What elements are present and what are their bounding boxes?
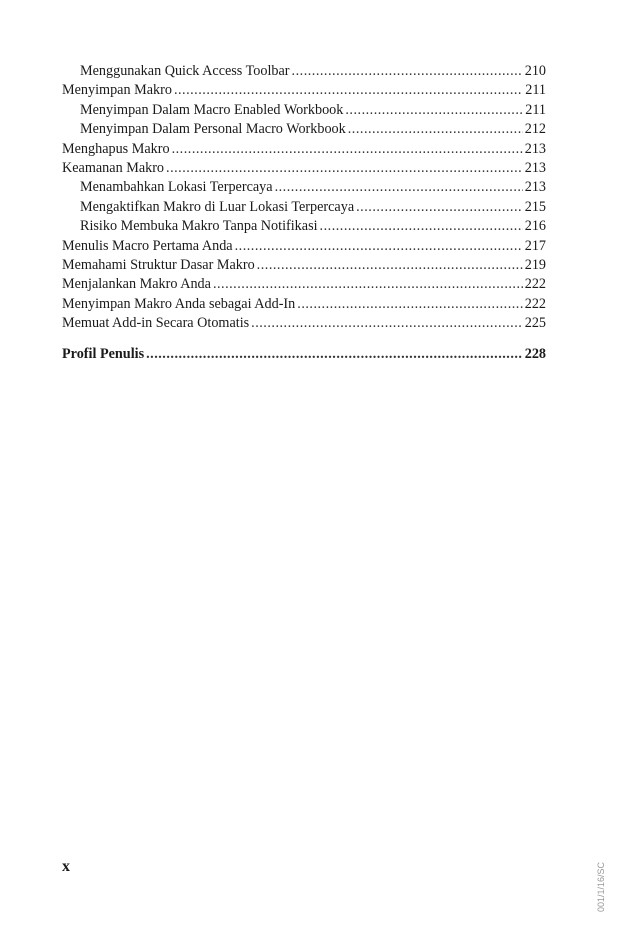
toc-leader-dots [348,120,523,139]
toc-entry [62,178,546,197]
toc-entry [62,140,546,159]
toc-entry-page: 213 [524,179,546,196]
toc-leader-dots [235,237,523,256]
toc-leader-dots [146,345,523,364]
toc-entry-page: 222 [524,276,546,293]
toc-entry-title: Menyimpan Makro [62,82,172,99]
toc-leader-dots [297,295,522,314]
toc-entry-title: Menghapus Makro [62,140,170,157]
toc-entry [62,217,546,236]
side-code: 001/1/16/SC [596,861,606,912]
toc-leader-dots [292,62,523,81]
toc-leader-dots [166,159,523,178]
toc-entry-title: Menyimpan Dalam Personal Macro Workbook [80,121,346,138]
toc-entry-title: Menambahkan Lokasi Terpercaya [80,179,273,196]
toc-entry-title: Menyimpan Makro Anda sebagai Add-In [62,295,296,312]
toc-entry-page: 216 [524,218,546,235]
toc-entry-title: Memuat Add-in Secara Otomatis [62,315,250,332]
toc-entry-page: 212 [524,121,546,138]
toc-entry [62,120,546,139]
toc-entry-page: 217 [524,237,546,254]
toc-entry [62,62,546,81]
toc-entry [62,256,546,275]
toc-entry-title: Risiko Membuka Makro Tanpa Notifikasi [80,218,318,235]
toc-entry [62,237,546,256]
toc-entry [62,198,546,217]
toc-entry-title: Keamanan Makro [62,159,165,176]
toc-leader-dots [320,217,523,236]
toc-entry-page: 215 [524,198,546,215]
toc-entry-page: 213 [524,159,546,176]
toc-leader-dots [356,198,523,217]
toc-leader-dots [257,256,523,275]
toc-leader-dots [345,101,523,120]
toc-leader-dots [172,140,523,159]
toc-entry-page: 211 [525,101,546,118]
toc-leader-dots [275,178,523,197]
toc-entry-title: Memahami Struktur Dasar Makro [62,256,255,273]
toc-entry [62,101,546,120]
page-number: x [62,858,70,875]
toc-entry-title: Menulis Macro Pertama Anda [62,237,233,254]
toc-entry-title: Mengaktifkan Makro di Luar Lokasi Terpercaya [80,198,355,215]
toc-entry [62,345,546,364]
toc-entry [62,314,546,333]
toc-entry-title: Menyimpan Dalam Macro Enabled Workbook [80,101,344,118]
toc-entry-page: 222 [524,295,546,312]
toc-leader-dots [251,314,523,333]
toc-entry-page: 225 [524,315,546,332]
toc-entry-page: 213 [524,140,546,157]
toc-entry-page: 211 [525,82,546,99]
toc-entry-title: Menggunakan Quick Access Toolbar [80,63,290,79]
toc-entry [62,81,546,100]
toc-entry-title: Menjalankan Makro Anda [62,276,211,293]
toc-leader-dots [174,81,523,100]
toc-leader-dots [213,275,523,294]
toc-entry-page: 219 [524,256,546,273]
toc-entry-title: Profil Penulis [62,346,145,363]
toc-entry [62,295,546,314]
table-of-contents [62,62,546,365]
toc-entry-page: 228 [524,346,546,363]
toc-entry [62,159,546,178]
toc-entry [62,275,546,294]
toc-entry-page: 210 [524,63,546,79]
